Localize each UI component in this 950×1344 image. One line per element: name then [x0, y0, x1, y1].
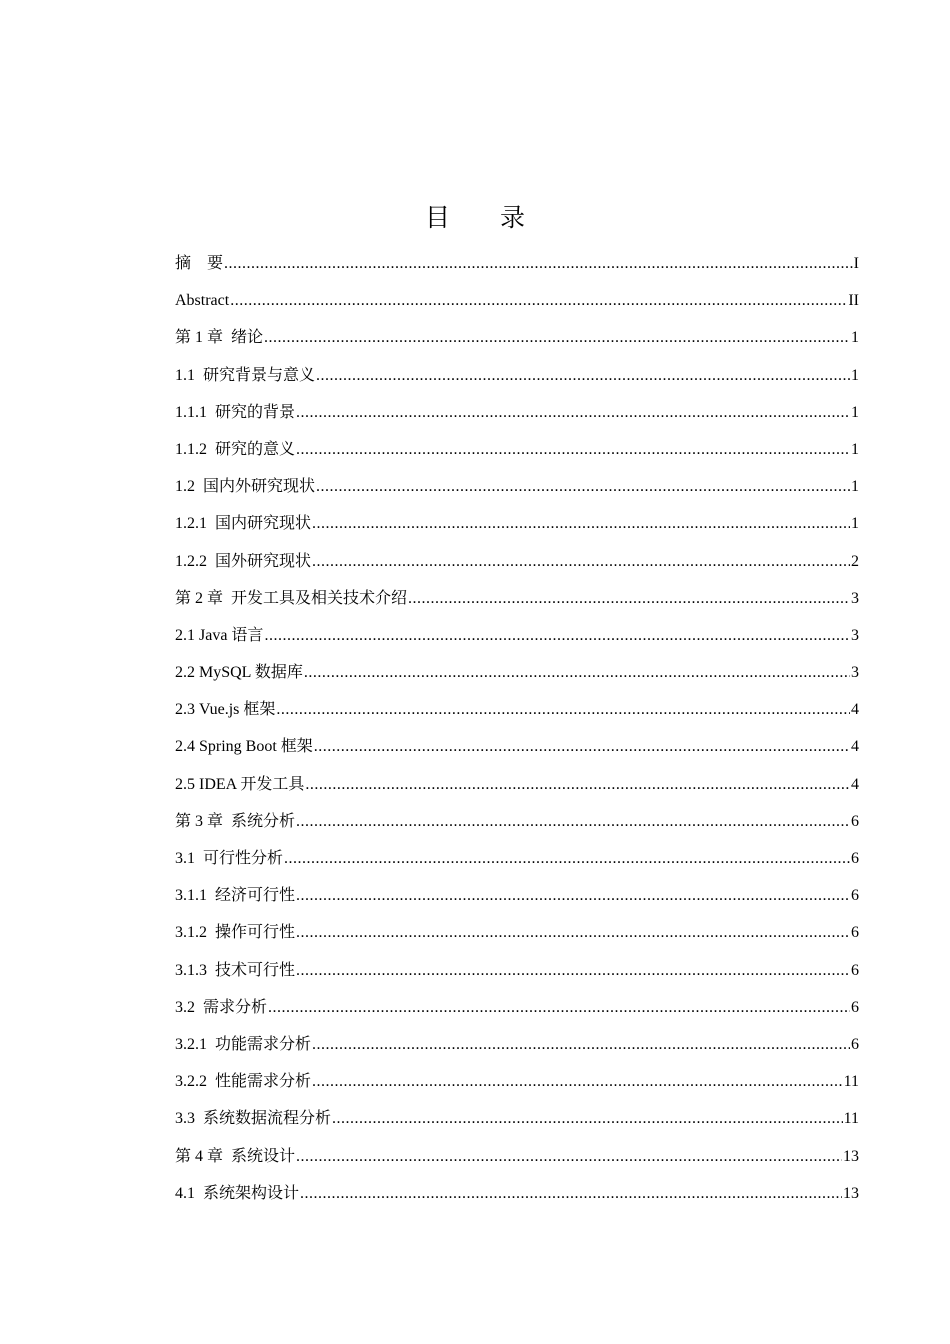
toc-entry[interactable] — [175, 468, 859, 505]
toc-entry[interactable] — [175, 691, 859, 728]
toc-entry-page-number: 1 — [851, 440, 859, 458]
toc-entry-label: 性能需求分析 — [215, 1073, 312, 1091]
toc-dot-leader — [314, 728, 850, 765]
toc-entry-label: Vue.js 框架 — [199, 701, 276, 719]
toc-dot-leader — [296, 952, 850, 989]
toc-list — [175, 245, 859, 1212]
toc-dot-leader — [296, 877, 850, 914]
toc-entry-page-number: 3 — [851, 589, 859, 607]
toc-entry-label: 研究的背景 — [215, 403, 296, 421]
toc-entry[interactable] — [175, 617, 859, 654]
toc-dot-leader — [268, 989, 850, 1026]
toc-entry-label: 系统数据流程分析 — [203, 1110, 332, 1128]
toc-entry-number: 1.2.1 — [175, 515, 207, 533]
toc-entry[interactable] — [175, 654, 859, 691]
toc-entry[interactable] — [175, 543, 859, 580]
toc-entry-label: Java 语言 — [199, 626, 264, 644]
toc-entry-page-number: 6 — [851, 924, 859, 942]
toc-entry-number: 1.2.2 — [175, 552, 207, 570]
toc-title — [0, 198, 950, 234]
toc-entry[interactable] — [175, 1175, 859, 1212]
toc-entry-label: 国内研究现状 — [215, 515, 312, 533]
toc-entry[interactable] — [175, 914, 859, 951]
toc-entry-label: 摘 要 — [175, 255, 224, 272]
toc-dot-leader — [305, 766, 850, 803]
toc-entry[interactable] — [175, 803, 859, 840]
toc-dot-leader — [296, 431, 850, 468]
toc-entry[interactable] — [175, 245, 859, 282]
toc-entry-label: 技术可行性 — [215, 961, 296, 979]
toc-entry[interactable] — [175, 1138, 859, 1175]
toc-dot-leader — [224, 245, 853, 282]
toc-entry[interactable] — [175, 1026, 859, 1063]
toc-dot-leader — [316, 468, 850, 505]
toc-entry-label: 系统架构设计 — [203, 1184, 300, 1202]
toc-entry-page-number: 2 — [851, 552, 859, 570]
toc-entry-label: 功能需求分析 — [215, 1035, 312, 1053]
toc-entry-label: Spring Boot 框架 — [199, 738, 313, 756]
toc-entry-number: 1.2 — [175, 478, 195, 496]
toc-entry-page-number: I — [853, 255, 859, 272]
toc-entry-number: 3.1.1 — [175, 887, 207, 905]
toc-entry-number: 1.1.2 — [175, 440, 207, 458]
toc-entry[interactable] — [175, 431, 859, 468]
toc-entry-page-number: 13 — [843, 1184, 859, 1202]
toc-entry-page-number: 1 — [851, 515, 859, 533]
toc-entry[interactable] — [175, 877, 859, 914]
toc-entry-number: 2.2 — [175, 664, 195, 682]
toc-entry[interactable] — [175, 766, 859, 803]
toc-entry-page-number: II — [848, 292, 859, 310]
toc-dot-leader — [264, 617, 850, 654]
toc-dot-leader — [312, 1063, 843, 1100]
toc-entry-number: 第 1 章 — [175, 329, 224, 347]
toc-entry[interactable] — [175, 840, 859, 877]
toc-entry-label: 经济可行性 — [215, 887, 296, 905]
toc-entry-page-number: 1 — [851, 403, 859, 421]
toc-entry-number: 2.5 — [175, 775, 195, 793]
toc-dot-leader — [264, 319, 850, 356]
toc-entry-label: 系统设计 — [231, 1147, 296, 1165]
toc-entry-page-number: 1 — [851, 478, 859, 496]
toc-entry-label: 绪论 — [231, 329, 264, 347]
toc-title-first-char: 目 — [424, 205, 450, 232]
toc-entry[interactable] — [175, 394, 859, 431]
toc-entry-number: 第 3 章 — [175, 812, 224, 830]
toc-entry-label: 开发工具及相关技术介绍 — [231, 589, 408, 607]
toc-entry-label: 研究的意义 — [215, 440, 296, 458]
toc-entry-page-number: 4 — [851, 775, 859, 793]
toc-entry-number: 1.1 — [175, 366, 195, 384]
toc-entry-label: 国内外研究现状 — [203, 478, 316, 496]
toc-dot-leader — [304, 654, 850, 691]
toc-entry-number: 2.1 — [175, 626, 195, 644]
toc-entry-page-number: 3 — [851, 664, 859, 682]
toc-dot-leader — [284, 840, 850, 877]
toc-dot-leader — [312, 543, 850, 580]
toc-entry-page-number: 6 — [851, 1035, 859, 1053]
toc-dot-leader — [332, 1100, 843, 1137]
toc-entry-number: 第 4 章 — [175, 1147, 224, 1165]
toc-entry-page-number: 11 — [843, 1110, 859, 1128]
toc-entry-page-number: 1 — [851, 329, 859, 347]
toc-entry-number: 3.1.2 — [175, 924, 207, 942]
toc-entry-page-number: 6 — [851, 887, 859, 905]
toc-entry-page-number: 6 — [851, 850, 859, 867]
toc-entry-label: 可行性分析 — [203, 850, 284, 867]
toc-entry-page-number: 4 — [851, 701, 859, 719]
toc-dot-leader — [312, 505, 850, 542]
toc-dot-leader — [408, 580, 850, 617]
toc-entry-number: 3.2.1 — [175, 1035, 207, 1053]
toc-entry-number: 2.3 — [175, 701, 195, 719]
toc-entry-number: 3.2.2 — [175, 1073, 207, 1091]
toc-entry-page-number: 6 — [851, 812, 859, 830]
toc-entry[interactable] — [175, 580, 859, 617]
toc-entry-label: 研究背景与意义 — [203, 366, 316, 384]
toc-entry-label: 操作可行性 — [215, 924, 296, 942]
toc-dot-leader — [276, 691, 850, 728]
toc-entry-label: 需求分析 — [203, 998, 268, 1016]
toc-entry-page-number: 1 — [851, 366, 859, 384]
toc-dot-leader — [296, 1138, 842, 1175]
toc-entry-label: 国外研究现状 — [215, 552, 312, 570]
toc-entry-number: 1.1.1 — [175, 403, 207, 421]
toc-entry-number: 2.4 — [175, 738, 195, 756]
toc-entry-number: 3.2 — [175, 998, 195, 1016]
toc-entry[interactable] — [175, 282, 859, 319]
toc-dot-leader — [296, 394, 850, 431]
toc-entry-number: 4.1 — [175, 1184, 195, 1202]
toc-dot-leader — [296, 914, 850, 951]
toc-entry[interactable] — [175, 1063, 859, 1100]
toc-entry-page-number: 4 — [851, 738, 859, 756]
toc-entry[interactable] — [175, 357, 859, 394]
toc-dot-leader — [296, 803, 850, 840]
toc-entry-number: 3.1.3 — [175, 961, 207, 979]
toc-entry[interactable] — [175, 319, 859, 356]
toc-entry-number: 3.3 — [175, 1110, 195, 1128]
toc-entry[interactable] — [175, 1100, 859, 1137]
toc-entry-page-number: 6 — [851, 961, 859, 979]
toc-entry-page-number: 11 — [843, 1073, 859, 1091]
toc-entry-label: 系统分析 — [231, 812, 296, 830]
toc-entry-number: 第 2 章 — [175, 589, 224, 607]
toc-entry-page-number: 13 — [843, 1147, 859, 1165]
toc-entry-label: Abstract — [175, 292, 230, 310]
toc-dot-leader — [312, 1026, 850, 1063]
toc-dot-leader — [316, 357, 850, 394]
toc-entry[interactable] — [175, 505, 859, 542]
toc-entry-label: IDEA 开发工具 — [199, 775, 305, 793]
toc-entry-page-number: 6 — [851, 998, 859, 1016]
toc-entry-page-number: 3 — [851, 626, 859, 644]
toc-entry[interactable] — [175, 989, 859, 1026]
toc-entry-label: MySQL 数据库 — [199, 664, 303, 682]
toc-entry[interactable] — [175, 952, 859, 989]
toc-title-second-char: 录 — [500, 205, 526, 232]
toc-dot-leader — [230, 282, 847, 319]
toc-dot-leader — [300, 1175, 842, 1212]
toc-entry-number: 3.1 — [175, 850, 195, 867]
toc-entry[interactable] — [175, 728, 859, 765]
